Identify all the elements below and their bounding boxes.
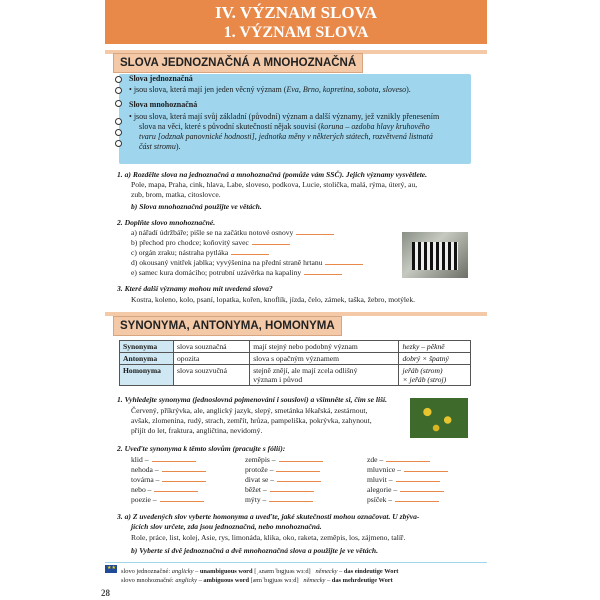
table-cell: slova s opačným významem [250, 353, 399, 365]
synonym-item: mluvit – [367, 475, 440, 485]
exercise-1-question: 1. a) Rozdělte slova na jednoznačná a mnohoznačná (pomůže vám SSČ). Jejich významy vysvětlete. [117, 170, 428, 179]
answer-blank[interactable] [395, 495, 439, 502]
table-row [120, 341, 471, 353]
section-heading-2: SYNONYMA, ANTONYMA, HOMONYMA [113, 316, 342, 336]
dandelion-photo [410, 398, 468, 438]
synonym-item: psíček – [367, 495, 439, 505]
syn-exercise-1-question: 1. Vyhledejte synonyma (jednoslovná pojmenování i sousloví) a všimněte si, čím se liší. [117, 395, 388, 404]
def-text-ambiguous: • jsou slova, která mají svůj základní (původní) význam a další významy, jež vznikly přenesením [129, 112, 440, 121]
exercise-1b: b) Slova mnohoznačná použijte ve větách. [131, 202, 262, 211]
radio-bullet-icon [115, 76, 122, 83]
zebra-stripes [412, 242, 458, 270]
answer-blank[interactable] [386, 455, 430, 462]
syn-exercise-3-question: 3. a) Z uvedených slov vyberte homonyma a uveďte, jaké skutečnosti mohou označovat. U zbýva- [117, 512, 420, 521]
radio-bullet-icon [115, 140, 122, 147]
answer-blank[interactable] [404, 465, 448, 472]
chapter-title: IV. VÝZNAM SLOVA [214, 3, 377, 22]
table-cell: hezky – pěkně [399, 341, 471, 353]
radio-bullet-icon [115, 100, 122, 107]
exercise-1-words: Pole, mapa, Praha, cink, hlava, Labe, sloveso, podkova, Lucie, stolička, malá, rýma, úterý, au, [131, 180, 418, 189]
synonym-item: nebo – [131, 485, 198, 495]
def-text-line: tvaru [odznak panovnické hodnosti], jednotka měny v některých státech, rozvětvená listnatá [139, 132, 433, 141]
table-cell: slova souzvučná [174, 365, 250, 386]
answer-blank[interactable] [160, 495, 204, 502]
exercise-3-words: Kostra, koleno, kolo, psaní, lopatka, kořen, knoflík, jízda, čelo, zámek, taška, žebro, motýlek. [131, 295, 416, 304]
answer-blank[interactable] [396, 475, 440, 482]
def-heading-unambiguous: Slova jednoznačná [129, 74, 193, 83]
exercise-2-item: c) orgán zraku; nástraha pytláka [131, 248, 269, 258]
synonym-item: mýty – [245, 495, 313, 505]
exercise-3-question: 3. Které další významy mohou mít uvedená slova? [117, 284, 273, 293]
exercise-2-question: 2. Doplňte slovo mnohoznačné. [117, 218, 216, 227]
syn-exercise-3b: b) Vyberte si dvě jednoznačná a dvě mnohoznačná slova a použijte je ve větách. [131, 546, 379, 555]
syn-exercise-3-question: jících slov určete, zda jsou jednoznačná, nebo mnohoznačná. [131, 522, 322, 531]
answer-blank[interactable] [325, 258, 363, 265]
answer-blank[interactable] [296, 228, 334, 235]
definitions-table [119, 340, 471, 386]
answer-blank[interactable] [277, 475, 321, 482]
radio-bullet-icon [115, 118, 122, 125]
table-cell: stejně znějí, ale mají zcela odlišný význam i původ [250, 365, 399, 386]
answer-blank[interactable] [400, 485, 444, 492]
definition-box [119, 74, 471, 164]
synonym-item: divat se – [245, 475, 321, 485]
table-cell: Synonyma [120, 341, 174, 353]
exercise-2-item: a) nářadí údržbáře; pišle se na začátku notové osnovy [131, 228, 334, 238]
table-cell: Homonyma [120, 365, 174, 386]
answer-blank[interactable] [231, 248, 269, 255]
answer-blank[interactable] [304, 268, 342, 275]
page-number: 28 [101, 588, 110, 598]
synonym-item: běžet – [245, 485, 314, 495]
footer-row-2: slovo mnohoznačné: anglicky – ambiguous word [æmˈbɪgjuəs wɜːd] německy – das mehrdeutige Wort [121, 577, 393, 584]
answer-blank[interactable] [162, 465, 206, 472]
exercise-1-words: zub, brom, matka, citoslovce. [131, 190, 221, 199]
answer-blank[interactable] [154, 485, 198, 492]
syn-exercise-2-question: 2. Uveďte synonyma k těmto slovům (pracujte s fólií): [117, 444, 286, 453]
zebra-photo [402, 232, 468, 278]
synonym-item: nehoda – [131, 465, 206, 475]
lesson-title: 1. VÝZNAM SLOVA [223, 24, 369, 41]
table-cell: Antonyma [120, 353, 174, 365]
synonym-item: zeměpis – [245, 455, 323, 465]
answer-blank[interactable] [162, 475, 206, 482]
synonym-item: klid – [131, 455, 196, 465]
radio-bullet-icon [115, 87, 122, 94]
syn-exercise-3-words: Role, práce, list, kolej, Asie, rys, limonáda, klika, oko, raketa, zeměpis, los, zájmeno, talíř. [131, 533, 406, 542]
page-header [105, 0, 487, 44]
table-cell: jeřáb (strom) × jeřáb (stroj) [399, 365, 471, 386]
table-cell: mají stejný nebo podobný význam [250, 341, 399, 353]
synonym-item: alegorie – [367, 485, 444, 495]
footer-row-1: slovo jednoznačné: anglicky – unambiguous word [ˌʌnæmˈbɪgjuəs wɜːd] německy – das eindeutige Wort [121, 568, 399, 575]
table-cell: slova souznačná [174, 341, 250, 353]
exercise-2-item: d) okousaný vnitřek jablka; vyvýšenina na přední straně hrtanu [131, 258, 363, 268]
def-text-unambiguous: • jsou slova, která mají jen jeden věcný význam (Eva, Brno, kopretina, sobota, sloveso). [129, 85, 411, 94]
answer-blank[interactable] [269, 495, 313, 502]
textbook-page [101, 0, 487, 600]
table-cell: opozita [174, 353, 250, 365]
section-heading-1: SLOVA JEDNOZNAČNÁ A MNOHOZNAČNÁ [113, 53, 363, 73]
table-row [120, 365, 471, 386]
answer-blank[interactable] [252, 238, 290, 245]
answer-blank[interactable] [276, 465, 320, 472]
syn-exercise-1-words: Červený, příkrývka, ale, anglický jazyk, slepý, smetánka lékařská, zestárnout, [131, 406, 368, 415]
syn-exercise-1-words: přijít do let, fraktura, angličtina, nevidomý. [131, 426, 263, 435]
synonym-item: továrna – [131, 475, 206, 485]
syn-exercise-1-words: avšak, zlomenina, rudý, strach, zemřít, hrůza, pampeliška, pokrývka, zahynout, [131, 416, 372, 425]
eu-stars-icon: ★★ [107, 566, 116, 571]
synonym-item: mluvnice – [367, 465, 448, 475]
synonym-item: zde – [367, 455, 430, 465]
table-cell: dobrý × špatný [399, 353, 471, 365]
radio-bullet-icon [115, 129, 122, 136]
exercise-2-item: e) samec kura domácího; potrubní uzávěrka na kapaliny [131, 268, 342, 278]
def-text-line: slova na věci, které s původní skutečností nějak souvisí (koruna – ozdoba hlavy kruhového [139, 122, 430, 131]
def-text-line: část stromu). [139, 142, 181, 151]
synonym-item: protože – [245, 465, 320, 475]
synonym-item: poezie – [131, 495, 204, 505]
answer-blank[interactable] [270, 485, 314, 492]
table-row [120, 353, 471, 365]
exercise-2-item: b) přechod pro chodce; koňovitý savec [131, 238, 290, 248]
answer-blank[interactable] [279, 455, 323, 462]
answer-blank[interactable] [152, 455, 196, 462]
def-heading-ambiguous: Slova mnohoznačná [129, 100, 198, 109]
